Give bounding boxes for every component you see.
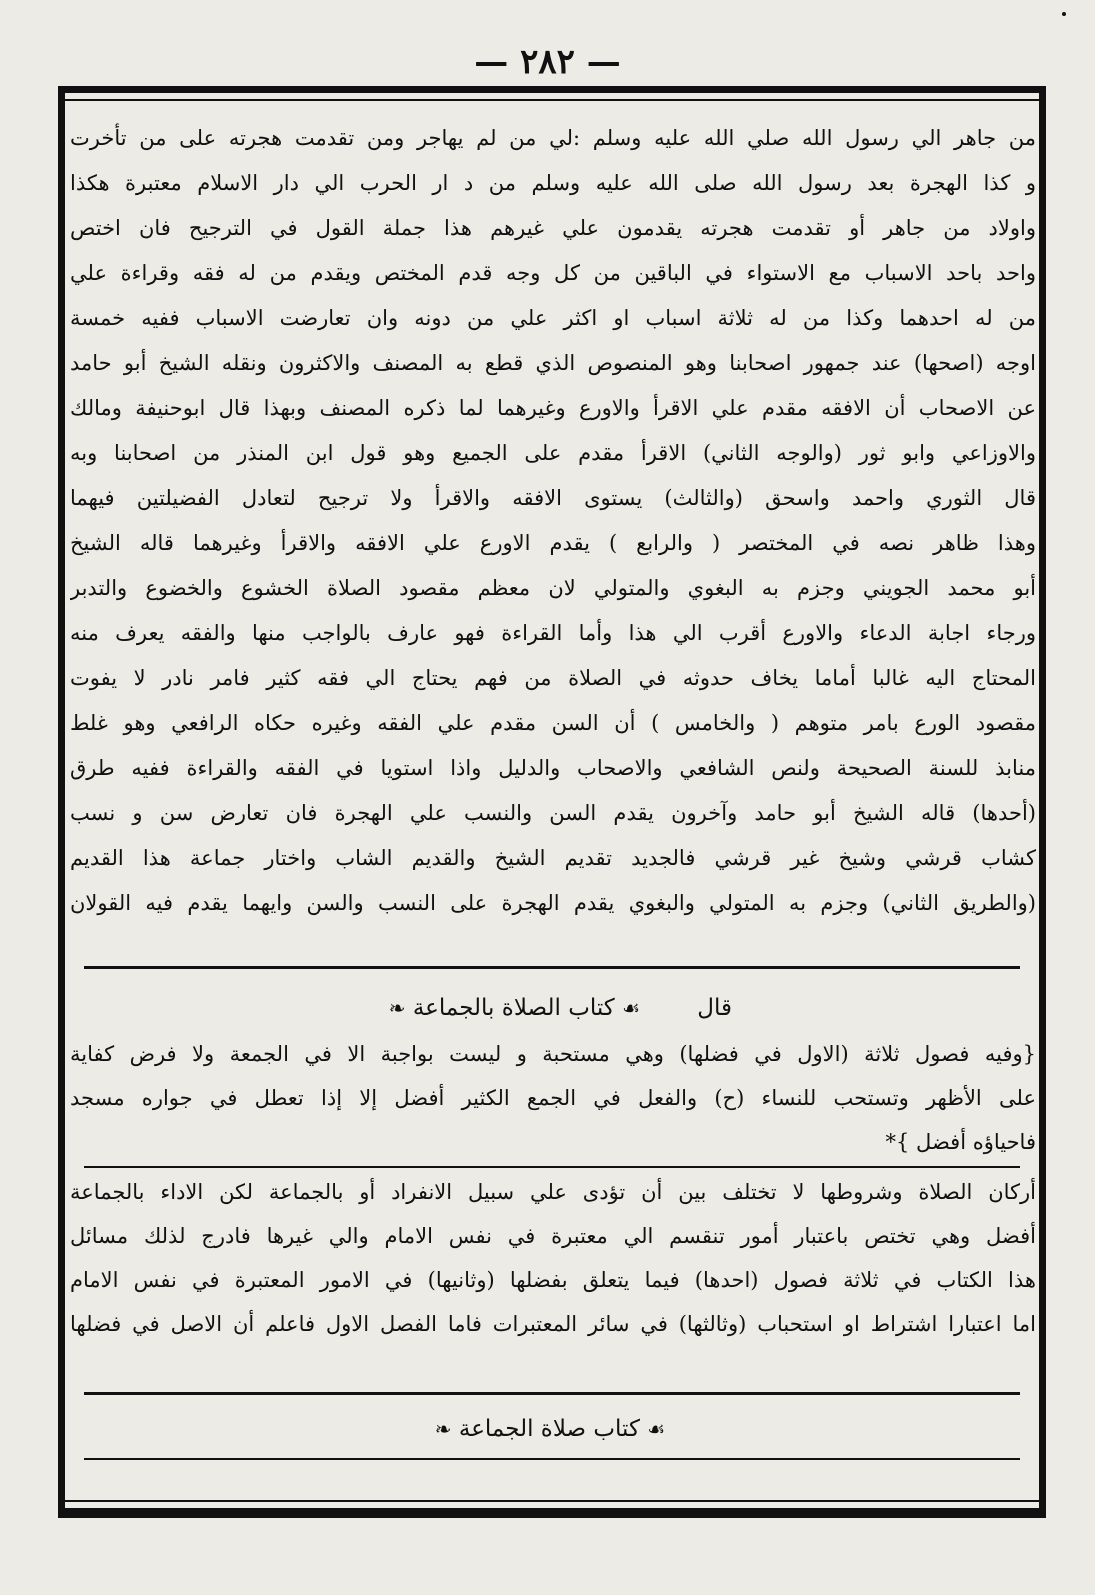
commentary-line: واحد باحد الاسباب مع الاستواء في الباقين من كل وجه قدم المختص ويقدم من له فقه وقراءة علي — [70, 261, 1036, 285]
matn-line: على الأظهر وتستحب للنساء (ح) والفعل في الجمع الكثير أفضل إلا إذا تعطل في جواره مسجد — [70, 1086, 1036, 1110]
commentary-line: واولاد من جاهر أو تقدمت هجرته يقدمون علي غيرهم هذا جملة القول في الترجيح فان اختص — [70, 216, 1036, 240]
sharh-line: هذا الكتاب في ثلاثة فصول (احدها) فيما يتعلق بفضلها (وثانيها) في الامور المعتبرة في نفس الامام — [70, 1268, 1036, 1292]
sharh-block — [70, 1170, 1036, 1346]
commentary-line: وهذا ظاهر نصه في المختصر ( والرابع ) يقدم الاورع علي الافقه والاقرأ وغيرهما قاله الشيخ — [70, 531, 1036, 555]
ornament-right-icon: ☙ — [622, 996, 640, 1020]
commentary-line: والاوزاعي وابو ثور (والوجه الثاني) الاقرأ مقدم على الجميع وهو قول ابن المنذر من اصحابنا وبه — [70, 441, 1036, 465]
commentary-block — [70, 116, 1036, 942]
book-heading — [80, 986, 1020, 1030]
book-title — [389, 986, 640, 1030]
commentary-line: قال الثوري واحمد واسحق (والثالث) يستوى الافقه والاقرأ ولا ترجيح لتعادل الفضيلتين فيهما — [70, 486, 1036, 510]
frame-inner-bottom-rule — [65, 1500, 1039, 1502]
matn-block — [70, 1032, 1036, 1164]
sharh-line: اما اعتبارا اشتراط او استحباب (وثالثها) في سائر المعتبرات فاما الفصل الاول فاعلم أن الاصل في فضلها — [70, 1312, 1036, 1336]
matn-divider — [84, 1166, 1020, 1168]
commentary-line: من له احدهما وكذا من له ثلاثة اسباب او اكثر علي من دونه وان تعارضت الاسباب ففيه خمسة — [70, 306, 1036, 330]
commentary-line: (أحدها) قاله الشيخ أبو حامد وآخرون يقدم السن والنسب علي الهجرة فان تعارض سن و نسب — [70, 801, 1036, 825]
book-title-text: كتاب الصلاة بالجماعة — [412, 995, 615, 1021]
page-number: — ٢٨٢ — — [474, 42, 621, 82]
commentary-line: أبو محمد الجويني وجزم به البغوي والمتولي لان معظم مقصود الصلاة الخشوع والخضوع والتدبر — [70, 576, 1036, 600]
footer-title-text: كتاب صلاة الجماعة — [458, 1416, 640, 1442]
commentary-line: المحتاج اليه غالبا أماما يخاف حدوثه في الصلاة من فهم يحتاج الي فقه كثير فامر نادر لا يفوت — [70, 666, 1036, 690]
commentary-line: مقصود الورع بامر متوهم ( والخامس ) أن السن مقدم علي الفقه وغيره حكاه الرافعي وهو غلط — [70, 711, 1036, 735]
matn-line: {وفيه فصول ثلاثة (الاول في فضلها) وهي مستحبة و ليست بواجبة الا في الجمعة ولا فرض كفاية — [70, 1042, 1036, 1066]
ornament-right-icon: ☙ — [647, 1417, 666, 1441]
commentary-line: كشاب قرشي وشيخ غير قرشي فالجديد تقديم الشيخ والقديم الشاب واختار جماعة هذا القديم — [70, 846, 1036, 870]
commentary-line: من جاهر الي رسول الله صلي الله عليه وسلم :لي من لم يهاجر ومن تقدمت هجرته على من تأخرت — [70, 126, 1036, 150]
footer-divider — [84, 1392, 1020, 1395]
running-footer-title — [80, 1404, 1020, 1454]
sharh-line: أفضل وهي تختص باعتبار أمور تنقسم الي معتبرة في نفس الامام والي غيرها فادرج لذلك مسائل — [70, 1224, 1036, 1248]
commentary-line: ورجاء اجابة الدعاء والاورع أقرب الي هذا وأما القراءة فهو عارف بالواجب منها والفقه يعرف منه — [70, 621, 1036, 645]
sharh-line: أركان الصلاة وشروطها لا تختلف بين أن تؤدى علي سبيل الانفراد أو بالجماعة لكن الاداء بالجماعة — [70, 1180, 1036, 1204]
commentary-line: (والطريق الثاني) وجزم به المتولي والبغوي يقدم الهجرة على النسب والسن وايهما يقدم فيه القولان — [70, 891, 1036, 915]
paper-speck — [1062, 12, 1066, 16]
commentary-line: عن الاصحاب أن الافقه مقدم علي الاقرأ والاورع وغيرهما لما ذكره المصنف وبهذا قال ابوحنيفة ومالك — [70, 396, 1036, 420]
commentary-line: اوجه (اصحها) عند جمهور اصحابنا وهو المنصوص الذي قطع به المصنف والاكثرون ونقله الشيخ أبو حامد — [70, 351, 1036, 375]
matn-line: فاحياؤه أفضل }* — [885, 1130, 1036, 1154]
ornament-left-icon: ❧ — [388, 996, 406, 1020]
frame-inner-top-rule — [65, 99, 1039, 101]
footer-bottom-rule — [84, 1458, 1020, 1460]
commentary-line: و كذا الهجرة بعد رسول الله صلى الله عليه وسلم من د ار الحرب الي دار الاسلام معتبرة هكذا — [70, 171, 1036, 195]
section-divider — [84, 966, 1020, 969]
ornament-left-icon: ❧ — [434, 1417, 452, 1441]
commentary-line: منابذ للسنة الصحيحة ولنص الشافعي والاصحاب والدليل واذا استويا في الفقه والقراءة ففيه طرق — [70, 756, 1036, 780]
heading-qal: قال — [697, 995, 732, 1021]
